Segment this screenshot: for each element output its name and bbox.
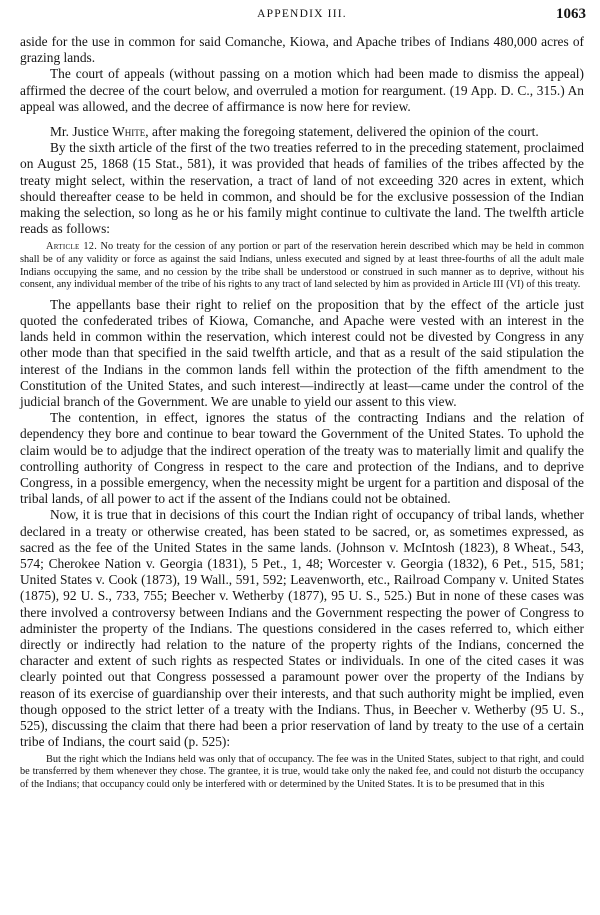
block-quote-beecher: But the right which the Indians held was only that of occupancy. The fee was in the United States, subject to that right, and could be transferred by them whenever they chose. The grantee, it is true, would take only the naked fee, and could not disturb the occupancy of the Indians; that occupancy could only be interfered with or determined by the United States. It is to be presumed that in this xyxy=(20,753,584,790)
paragraph-sixth-article: By the sixth article of the first of the two treaties referred to in the preceding statement, proclaimed on August 25, 1868 (15 Stat., 581), it was provided that heads of families of the tribes affected by the treaty might select, within the reservation, a tract of land of not exceeding 320 acres in extent, which should thereafter cease to be held in common, and should be for the exclusive possession of the Indian making the selection, so long as he or his family might continue to cultivate the land. The twelfth article reads as follows: xyxy=(20,140,584,237)
opinion-intro-text-end: , after making the foregoing statement, delivered the opinion of the court. xyxy=(145,124,539,140)
paragraph-appellants: The appellants base their right to relief on the proposition that by the effect of the article just quoted the confederated tribes of Kiowa, Comanche, and Apache were vested with an interest in the lands held in common within the reservation, which interest could not be divested by Congress in any other mode than that specified in the said twelfth article, and that as a result of the said stipulation the interest of the Indians in the common lands fell within the protection of the fifth amendment to the Constitution of the United States, and such interest—indirectly at least—came under the control of the judicial branch of the Government. We are unable to yield our assent to this view. xyxy=(20,296,584,410)
page-body xyxy=(20,34,584,796)
page-header xyxy=(18,6,586,26)
block-quote-article-12 xyxy=(20,241,584,291)
quote-text: No treaty for the cession of any portion or part of the reservation herein described which may be held in common shall be of any validity or force as against the said Indians, unless executed and signed by at least three-fourths of all the adult male Indians occupying the same, and no cession by the tribe shall be understood or construed in such manner as to deprive, without his consent, any individual member of the tribe of his rights to any tract of land selected by him as provided in Article III (VI) of this treaty. xyxy=(20,241,585,291)
paragraph-opinion-intro xyxy=(20,124,584,140)
justice-name: White xyxy=(112,124,146,140)
opinion-intro-text: Mr. Justice xyxy=(50,124,113,140)
paragraph-contention: The contention, in effect, ignores the status of the contracting Indians and the relation of dependency they bore and continue to bear toward the Government of the United States. To uphold the claim would be to adjudge that the indirect operation of the treaty was to materially limit and qualify the controlling authority of Congress in respect to the care and protection of the Indians, and to deprive Congress, in a possible emergency, when the necessity might be urgent for a partition and disposal of the tribal lands, of all power to act if the assent of the Indians could not be obtained. xyxy=(20,410,584,507)
paragraph-continuation: aside for the use in common for said Comanche, Kiowa, and Apache tribes of Indians 480,000 acres of grazing lands. xyxy=(20,34,584,66)
paragraph-decisions: Now, it is true that in decisions of this court the Indian right of occupancy of tribal lands, whether declared in a treaty or otherwise created, has been stated to be sacred, or, as sometimes expressed, as sacred as the fee of the United States in the same lands. (Johnson v. McIntosh (1823), 8 Wheat., 543, 574; Cherokee Nation v. Georgia (1831), 5 Pet., 1, 48; Worcester v. Georgia (1832), 6 Pet., 515, 581; United States v. Cook (1873), 19 Wall., 591, 592; Leavenworth, etc., Railroad Company v. United States (1875), 92 U. S., 733, 755; Beecher v. Wetherby (1877), 95 U. S., 525.) But in none of these cases was there involved a controversy between Indians and the Government respecting the power of Congress to administer the property of the Indians. The questions considered in the cases referred to, which either directly or indirectly had relation to the nature of the property rights of the Indians, concerned the character and extent of such rights as respected States or individuals. In one of the cited cases it was clearly pointed out that Congress possessed a paramount power over the property of the Indians by reason of its exercise of guardianship over their interests, and that such authority might be implied, even though opposed to the strict letter of a treaty with the Indians. Thus, in Beecher v. Wetherby (95 U. S., 525), discussing the claim that there had been a prior reservation of land by treaty to the use of a certain tribe of Indians, the court said (p. 525): xyxy=(20,507,584,750)
page-number: 1063 xyxy=(556,6,586,22)
running-head: APPENDIX III. xyxy=(257,8,347,20)
quote-lead: Article 12. xyxy=(46,241,98,253)
paragraph-court-of-appeals: The court of appeals (without passing on a motion which had been made to dismiss the appeal) affirmed the decree of the court below, and overruled a motion for reargument. (19 App. D. C., 315.) An appeal was allowed, and the decree of affirmance is now here for review. xyxy=(20,66,584,114)
